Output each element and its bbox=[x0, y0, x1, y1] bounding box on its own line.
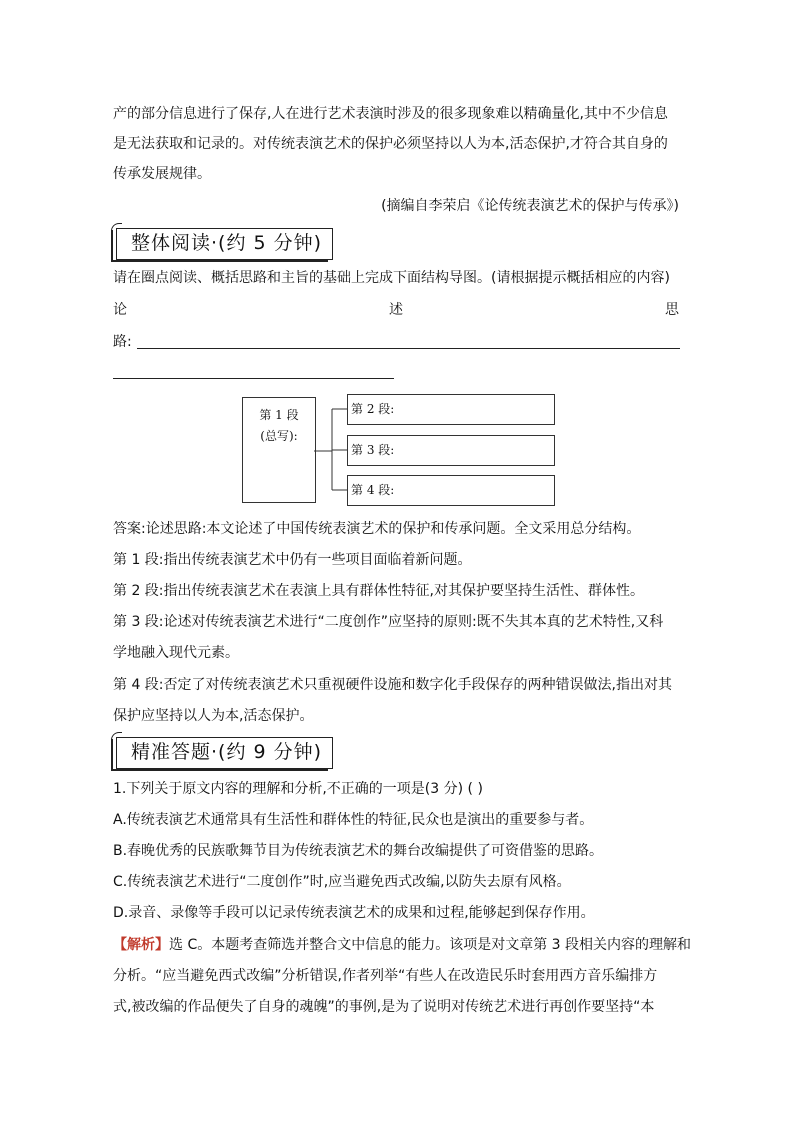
option-a[interactable]: A.传统表演艺术通常具有生活性和群体性的特征,民众也是演出的重要参与者。 bbox=[113, 812, 594, 828]
answer-blank-2[interactable] bbox=[113, 378, 394, 379]
section-heading-answering bbox=[116, 737, 333, 769]
option-b[interactable]: B.春晚优秀的民族歌舞节目为传统表演艺术的舞台改编提供了可资借鉴的思路。 bbox=[113, 843, 604, 859]
section-heading-reading bbox=[116, 228, 333, 260]
label-shu: 述 bbox=[389, 302, 403, 318]
label-si: 思 bbox=[665, 302, 679, 318]
scroll-curl-icon bbox=[111, 732, 122, 743]
answer-line-3: 第 2 段:指出传统表演艺术在表演上具有群体性特征,对其保护要坚持生活性、群体性。 bbox=[113, 583, 644, 599]
section-title: 精准答题·(约 9 分钟) bbox=[131, 741, 323, 763]
answer-line-7: 保护应坚持以人为本,活态保护。 bbox=[113, 708, 314, 724]
diagram-p1-label: 第 1 段 bbox=[259, 408, 299, 422]
intro-line-3: 传承发展规律。 bbox=[113, 166, 211, 182]
diagram-p2-label: 第 2 段: bbox=[351, 402, 395, 416]
scroll-curl-icon bbox=[111, 223, 122, 234]
diagram-box-p2[interactable] bbox=[347, 394, 555, 425]
answer-line-2: 第 1 段:指出传统表演艺术中仍有一些项目面临着新问题。 bbox=[113, 552, 472, 568]
diagram-p1-sub: (总写): bbox=[260, 429, 298, 443]
diagram-p4-label: 第 4 段: bbox=[351, 483, 395, 497]
question-stem: 1.下列关于原文内容的理解和分析,不正确的一项是(3 分) ( ) bbox=[113, 781, 483, 797]
diagram-box-p4[interactable] bbox=[347, 475, 555, 506]
diagram-p3-label: 第 3 段: bbox=[351, 443, 395, 457]
section-title: 整体阅读·(约 5 分钟) bbox=[131, 232, 323, 254]
option-c[interactable]: C.传统表演艺术进行“二度创作”时,应当避免西式改编,以防失去原有风格。 bbox=[113, 874, 571, 890]
answer-line-4: 第 3 段:论述对传统表演艺术进行“二度创作”应坚持的原则:既不失其本真的艺术特性,又科 bbox=[113, 614, 664, 630]
answer-line-5: 学地融入现代元素。 bbox=[113, 645, 239, 661]
label-lun: 论 bbox=[113, 302, 127, 318]
intro-line-1: 产的部分信息进行了保存,人在进行艺术表演时涉及的很多现象难以精确量化,其中不少信息 bbox=[113, 106, 668, 122]
label-lu: 路: bbox=[113, 334, 132, 350]
analysis-text-1: 选 C。本题考查筛选并整合文中信息的能力。该项是对文章第 3 段相关内容的理解和 bbox=[169, 937, 692, 953]
answer-blank-1[interactable] bbox=[137, 348, 680, 349]
source-citation: (摘编自李荣启《论传统表演艺术的保护与传承》) bbox=[381, 198, 679, 214]
option-d[interactable]: D.录音、录像等手段可以记录传统表演艺术的成果和过程,能够起到保存作用。 bbox=[113, 905, 595, 921]
instruction-text: 请在圈点阅读、概括思路和主旨的基础上完成下面结构导图。(请根据提示概括相应的内容) bbox=[113, 270, 670, 286]
diagram-box-p1 bbox=[242, 397, 316, 503]
analysis-line-1 bbox=[113, 935, 691, 955]
analysis-tag: 【解析】 bbox=[113, 937, 169, 953]
diagram-box-p3[interactable] bbox=[347, 435, 555, 466]
analysis-line-2: 分析。“应当避免西式改编”分析错误,作者列举“有些人在改造民乐时套用西方音乐编排方 bbox=[113, 968, 658, 984]
intro-line-2: 是无法获取和记录的。对传统表演艺术的保护必须坚持以人为本,活态保护,才符合其自身的 bbox=[113, 136, 668, 152]
answer-line-6: 第 4 段:否定了对传统表演艺术只重视硬件设施和数字化手段保存的两种错误做法,指出对其 bbox=[113, 677, 672, 693]
answer-line-1: 答案:论述思路:本文论述了中国传统表演艺术的保护和传承问题。全文采用总分结构。 bbox=[113, 521, 641, 537]
analysis-line-3: 式,被改编的作品便失了自身的魂魄”的事例,是为了说明对传统艺术进行再创作要坚持“本 bbox=[113, 999, 655, 1015]
